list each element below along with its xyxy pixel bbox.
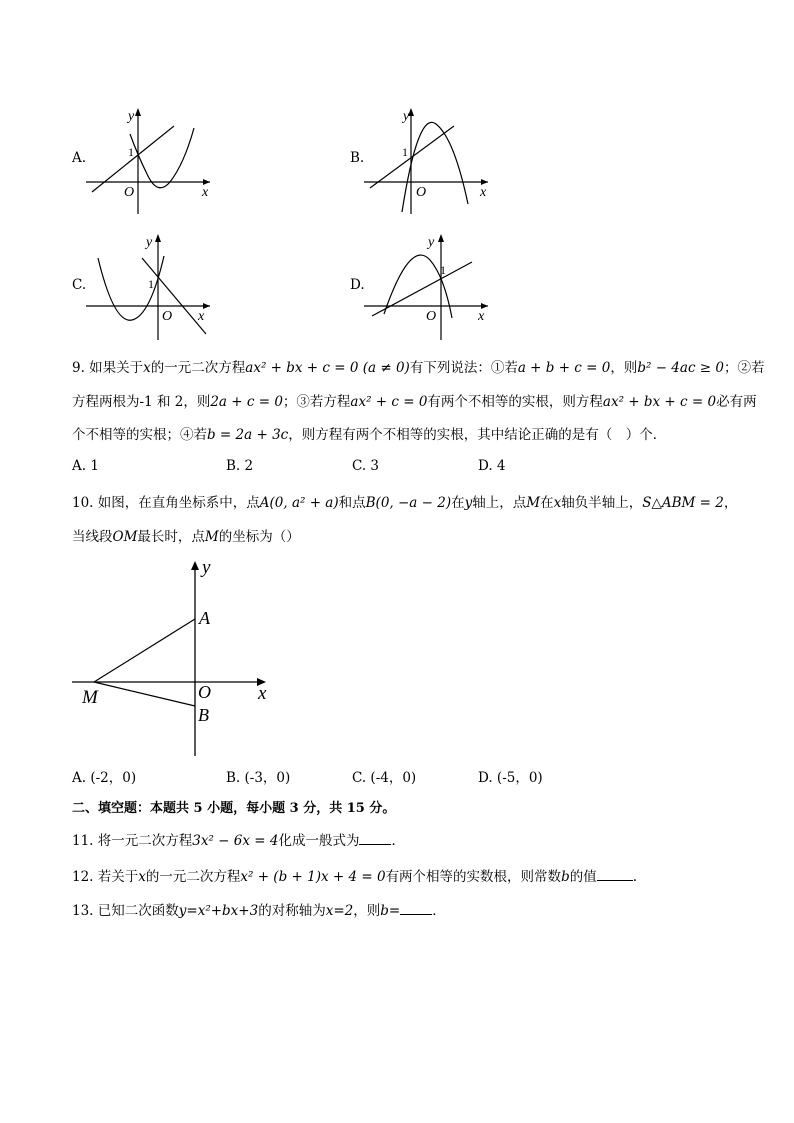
option-c-label: C. <box>72 277 87 293</box>
x-axis-label: x <box>258 683 267 704</box>
graph-option-c <box>86 230 216 342</box>
answer-blank <box>400 902 432 915</box>
x-axis-label: x <box>480 185 487 200</box>
origin-label: O <box>416 185 427 200</box>
origin-label: O <box>124 185 135 200</box>
option-d-label: D. <box>350 277 365 293</box>
q9-choice-d: D. 4 <box>478 458 506 474</box>
origin-label: O <box>162 309 173 324</box>
x-axis-label: x <box>202 185 209 200</box>
y-axis-label: y <box>428 235 435 250</box>
graph-option-b <box>364 104 494 216</box>
graph-option-d <box>364 230 494 342</box>
q10-choice-c: C. (-4，0) <box>352 770 417 786</box>
q10-choice-a: A. (-2，0) <box>72 770 137 786</box>
x-axis-label: x <box>478 309 485 324</box>
q9-line-1: 9. 如果关于x的一元二次方程ax² + bx + c = 0 (a ≠ 0)有下列说法：①若a + b + c = 0，则b² − 4ac ≥ 0；②若 <box>72 360 765 376</box>
point-m-label: M <box>82 687 98 708</box>
y-axis-label: y <box>403 109 410 124</box>
q9-line-2: 方程两根为-1 和 2，则2a + c = 0；③若方程ax² + c = 0有两个不相等的实根，则方程ax² + bx + c = 0必有两 <box>72 394 757 410</box>
point-b-label: B <box>198 705 209 725</box>
q9-choice-a: A. 1 <box>72 458 99 474</box>
y-axis-label: y <box>202 557 211 578</box>
point-a-label: A <box>199 608 210 628</box>
q9-choice-b: B. 2 <box>226 458 254 474</box>
intercept-label: 1 <box>128 145 134 159</box>
answer-blank <box>359 832 391 845</box>
y-axis-label: y <box>146 235 153 250</box>
graph-option-a <box>86 104 216 216</box>
intercept-label: 1 <box>402 145 408 159</box>
section-2-heading: 二、填空题：本题共 5 小题，每小题 3 分，共 15 分。 <box>72 801 396 816</box>
y-axis-label: y <box>128 109 135 124</box>
q10-line-1: 10. 如图，在直角坐标系中，点A(0, a² + a)和点B(0, −a − 2)在y轴上，点M在x轴负半轴上，S△ABM = 2， <box>72 495 738 511</box>
q10-choice-b: B. (-3，0) <box>226 770 291 786</box>
option-b-label: B. <box>350 150 365 166</box>
q9-line-3: 个不相等的实根；④若b = 2a + 3c，则方程有两个不相等的实根，其中结论正确的是有（ ）个． <box>72 427 667 443</box>
intercept-label: 1 <box>148 277 154 291</box>
x-axis-label: x <box>198 309 205 324</box>
q12: 12. 若关于x的一元二次方程x² + (b + 1)x + 4 = 0有两个相等的实数根，则常数b的值 . <box>72 869 638 885</box>
q10-choice-d: D. (-5，0) <box>478 770 543 786</box>
q10-figure <box>68 556 288 762</box>
origin-label: O <box>198 682 211 702</box>
q13: 13. 已知二次函数y=x²+bx+3的对称轴为x=2，则b= ． <box>72 903 446 919</box>
answer-blank <box>597 868 633 881</box>
intercept-label: 1 <box>440 263 446 277</box>
origin-label: O <box>426 309 437 324</box>
q11: 11. 将一元二次方程3x² − 6x = 4化成一般式为 ． <box>72 833 405 849</box>
q10-line-2: 当线段OM最长时，点M的坐标为（） <box>72 529 300 545</box>
q9-choice-c: C. 3 <box>352 458 380 474</box>
option-a-label: A. <box>72 150 87 166</box>
